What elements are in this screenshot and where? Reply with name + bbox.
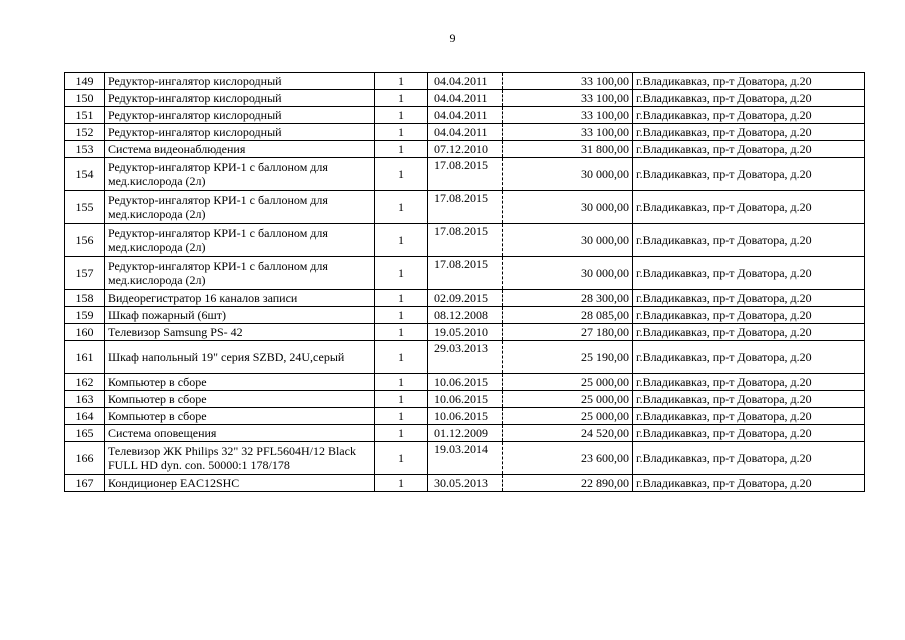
- item-date: 07.12.2010: [428, 141, 503, 158]
- item-name: Редуктор-ингалятор кислородный: [105, 124, 375, 141]
- table-row: [65, 90, 865, 107]
- table-row: [65, 341, 865, 374]
- item-address: г.Владикавказ, пр-т Доватора, д.20: [633, 307, 865, 324]
- row-number: 150: [65, 90, 105, 107]
- table-row: [65, 425, 865, 442]
- table-row: [65, 307, 865, 324]
- item-quantity: 1: [375, 324, 428, 341]
- item-cost: 30 000,00: [503, 158, 633, 191]
- item-name: Редуктор-ингалятор КРИ-1 с баллоном для мед.кислорода (2л): [105, 257, 375, 290]
- item-address: г.Владикавказ, пр-т Доватора, д.20: [633, 257, 865, 290]
- item-name: Компьютер в сборе: [105, 408, 375, 425]
- item-name: Система оповещения: [105, 425, 375, 442]
- item-address: г.Владикавказ, пр-т Доватора, д.20: [633, 391, 865, 408]
- item-address: г.Владикавказ, пр-т Доватора, д.20: [633, 290, 865, 307]
- item-address: г.Владикавказ, пр-т Доватора, д.20: [633, 442, 865, 475]
- row-number: 158: [65, 290, 105, 307]
- item-date: 19.03.2014: [428, 442, 503, 475]
- table-row: [65, 224, 865, 257]
- row-number: 162: [65, 374, 105, 391]
- table-row: [65, 191, 865, 224]
- row-number: 165: [65, 425, 105, 442]
- item-quantity: 1: [375, 90, 428, 107]
- item-quantity: 1: [375, 107, 428, 124]
- row-number: 160: [65, 324, 105, 341]
- item-cost: 23 600,00: [503, 442, 633, 475]
- table-row: [65, 141, 865, 158]
- item-date: 17.08.2015: [428, 257, 503, 290]
- item-cost: 33 100,00: [503, 90, 633, 107]
- item-date: 10.06.2015: [428, 391, 503, 408]
- item-date: 10.06.2015: [428, 374, 503, 391]
- item-address: г.Владикавказ, пр-т Доватора, д.20: [633, 107, 865, 124]
- item-cost: 30 000,00: [503, 191, 633, 224]
- item-cost: 30 000,00: [503, 257, 633, 290]
- item-cost: 25 000,00: [503, 408, 633, 425]
- row-number: 152: [65, 124, 105, 141]
- inventory-table: [64, 72, 865, 492]
- item-name: Компьютер в сборе: [105, 391, 375, 408]
- item-cost: 33 100,00: [503, 107, 633, 124]
- item-name: Кондиционер EAC12SHC: [105, 475, 375, 492]
- item-date: 01.12.2009: [428, 425, 503, 442]
- row-number: 155: [65, 191, 105, 224]
- row-number: 156: [65, 224, 105, 257]
- item-address: г.Владикавказ, пр-т Доватора, д.20: [633, 374, 865, 391]
- item-date: 04.04.2011: [428, 107, 503, 124]
- item-quantity: 1: [375, 290, 428, 307]
- item-cost: 28 300,00: [503, 290, 633, 307]
- item-name: Шкаф пожарный (6шт): [105, 307, 375, 324]
- item-quantity: 1: [375, 191, 428, 224]
- item-quantity: 1: [375, 124, 428, 141]
- item-quantity: 1: [375, 391, 428, 408]
- item-quantity: 1: [375, 425, 428, 442]
- row-number: 149: [65, 73, 105, 90]
- table-row: [65, 257, 865, 290]
- item-cost: 31 800,00: [503, 141, 633, 158]
- row-number: 159: [65, 307, 105, 324]
- item-address: г.Владикавказ, пр-т Доватора, д.20: [633, 341, 865, 374]
- table-row: [65, 391, 865, 408]
- item-name: Редуктор-ингалятор КРИ-1 с баллоном для мед.кислорода (2л): [105, 158, 375, 191]
- item-name: Редуктор-ингалятор КРИ-1 с баллоном для мед.кислорода (2л): [105, 224, 375, 257]
- item-cost: 27 180,00: [503, 324, 633, 341]
- item-quantity: 1: [375, 141, 428, 158]
- item-date: 04.04.2011: [428, 73, 503, 90]
- item-date: 19.05.2010: [428, 324, 503, 341]
- table-row: [65, 290, 865, 307]
- item-address: г.Владикавказ, пр-т Доватора, д.20: [633, 141, 865, 158]
- item-date: 04.04.2011: [428, 90, 503, 107]
- item-name: Редуктор-ингалятор КРИ-1 с баллоном для мед.кислорода (2л): [105, 191, 375, 224]
- row-number: 161: [65, 341, 105, 374]
- item-cost: 25 000,00: [503, 391, 633, 408]
- item-cost: 22 890,00: [503, 475, 633, 492]
- item-quantity: 1: [375, 307, 428, 324]
- row-number: 154: [65, 158, 105, 191]
- item-name: Шкаф напольный 19" серия SZBD, 24U,серый: [105, 341, 375, 374]
- item-cost: 28 085,00: [503, 307, 633, 324]
- row-number: 153: [65, 141, 105, 158]
- item-name: Телевизор ЖК Philips 32" 32 PFL5604H/12 Black FULL HD dyn. con. 50000:1 178/178: [105, 442, 375, 475]
- row-number: 157: [65, 257, 105, 290]
- item-date: 10.06.2015: [428, 408, 503, 425]
- item-address: г.Владикавказ, пр-т Доватора, д.20: [633, 408, 865, 425]
- item-address: г.Владикавказ, пр-т Доватора, д.20: [633, 158, 865, 191]
- item-date: 17.08.2015: [428, 191, 503, 224]
- item-address: г.Владикавказ, пр-т Доватора, д.20: [633, 224, 865, 257]
- item-quantity: 1: [375, 158, 428, 191]
- row-number: 164: [65, 408, 105, 425]
- item-address: г.Владикавказ, пр-т Доватора, д.20: [633, 124, 865, 141]
- item-cost: 30 000,00: [503, 224, 633, 257]
- item-name: Компьютер в сборе: [105, 374, 375, 391]
- item-date: 17.08.2015: [428, 158, 503, 191]
- table-row: [65, 324, 865, 341]
- item-quantity: 1: [375, 257, 428, 290]
- row-number: 166: [65, 442, 105, 475]
- item-name: Телевизор Samsung PS- 42: [105, 324, 375, 341]
- inventory-table-body: [65, 73, 865, 492]
- item-date: 08.12.2008: [428, 307, 503, 324]
- page-number: 9: [449, 31, 456, 45]
- table-row: [65, 442, 865, 475]
- item-address: г.Владикавказ, пр-т Доватора, д.20: [633, 73, 865, 90]
- item-name: Система видеонаблюдения: [105, 141, 375, 158]
- item-address: г.Владикавказ, пр-т Доватора, д.20: [633, 475, 865, 492]
- item-cost: 25 000,00: [503, 374, 633, 391]
- item-quantity: 1: [375, 224, 428, 257]
- item-date: 02.09.2015: [428, 290, 503, 307]
- item-date: 30.05.2013: [428, 475, 503, 492]
- item-name: Редуктор-ингалятор кислородный: [105, 107, 375, 124]
- item-quantity: 1: [375, 341, 428, 374]
- item-quantity: 1: [375, 475, 428, 492]
- item-name: Редуктор-ингалятор кислородный: [105, 90, 375, 107]
- item-quantity: 1: [375, 442, 428, 475]
- row-number: 163: [65, 391, 105, 408]
- item-quantity: 1: [375, 374, 428, 391]
- item-cost: 33 100,00: [503, 124, 633, 141]
- table-row: [65, 73, 865, 90]
- item-quantity: 1: [375, 73, 428, 90]
- item-name: Редуктор-ингалятор кислородный: [105, 73, 375, 90]
- table-row: [65, 475, 865, 492]
- row-number: 167: [65, 475, 105, 492]
- table-row: [65, 124, 865, 141]
- table-row: [65, 374, 865, 391]
- item-cost: 25 190,00: [503, 341, 633, 374]
- item-quantity: 1: [375, 408, 428, 425]
- item-address: г.Владикавказ, пр-т Доватора, д.20: [633, 191, 865, 224]
- table-row: [65, 107, 865, 124]
- item-date: 29.03.2013: [428, 341, 503, 374]
- table-row: [65, 408, 865, 425]
- item-cost: 24 520,00: [503, 425, 633, 442]
- item-date: 17.08.2015: [428, 224, 503, 257]
- item-address: г.Владикавказ, пр-т Доватора, д.20: [633, 90, 865, 107]
- item-cost: 33 100,00: [503, 73, 633, 90]
- row-number: 151: [65, 107, 105, 124]
- item-address: г.Владикавказ, пр-т Доватора, д.20: [633, 324, 865, 341]
- item-name: Видеорегистратор 16 каналов записи: [105, 290, 375, 307]
- item-date: 04.04.2011: [428, 124, 503, 141]
- table-row: [65, 158, 865, 191]
- item-address: г.Владикавказ, пр-т Доватора, д.20: [633, 425, 865, 442]
